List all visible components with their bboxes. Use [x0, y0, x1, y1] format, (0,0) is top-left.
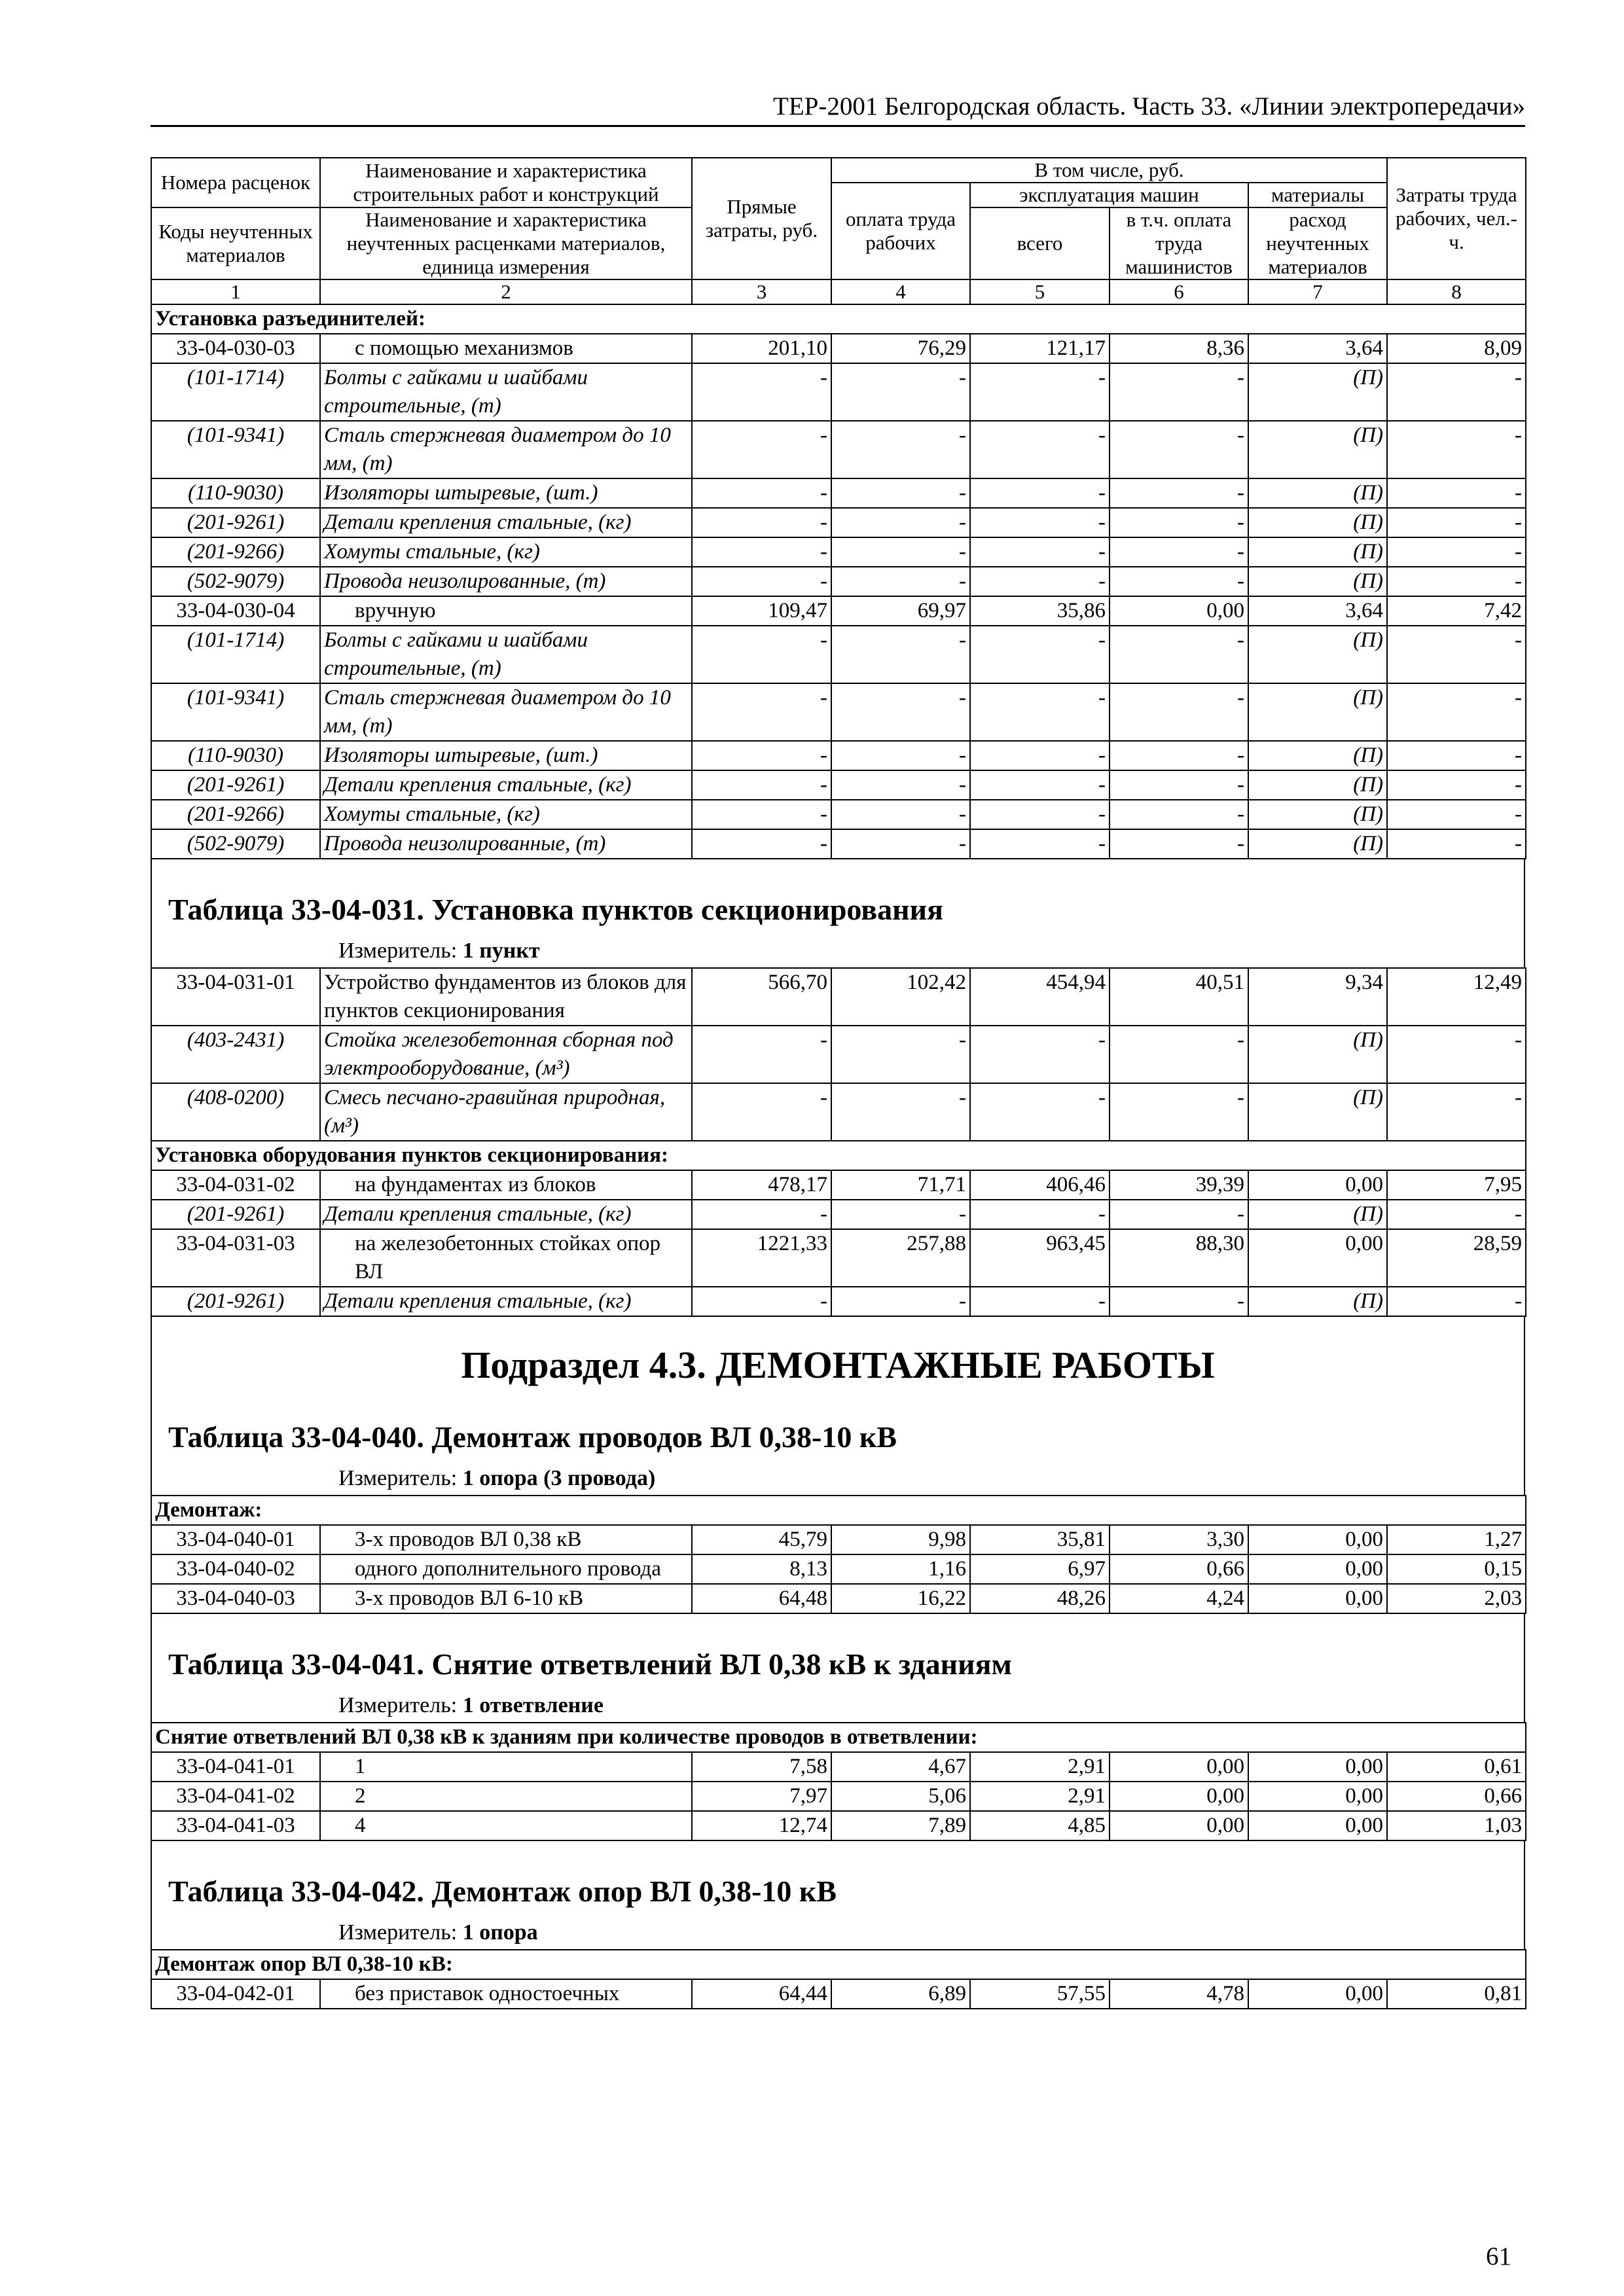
material-row: (201-9266) Хомуты стальные, (кг) - - - - (П) -	[151, 800, 1526, 829]
rows-041	[151, 1752, 1526, 1840]
material-row: (201-9261) Детали крепления стальные, (кг) - - - - (П) -	[151, 1200, 1526, 1229]
table-row: 33-04-042-01 без приставок одностоечных 64,44 6,89 57,55 4,78 0,00 0,81	[151, 1979, 1526, 2009]
header-unaccounted-materials: расход неучтенных материалов	[1248, 207, 1387, 279]
header-worker-pay: оплата труда рабочих	[831, 183, 970, 279]
table-title: Таблица 33-04-042. Демонтаж опор ВЛ 0,38-10 кВ	[168, 1874, 837, 1908]
material-row: (201-9261) Детали крепления стальные, (кг) - - - - (П) -	[151, 508, 1526, 537]
table-row: 33-04-031-03 на железобетонных стойках опор ВЛ 1221,33 257,88 963,45 88,30 0,00 28,59	[151, 1229, 1526, 1287]
subsection-heading-block	[151, 1317, 1525, 1495]
material-row: (408-0200) Смесь песчано-гравийная природная, (м³) - - - - (П) -	[151, 1083, 1526, 1141]
page-header: ТЕР-2001 Белгородская область. Часть 33. «Линии электропередачи»	[151, 92, 1525, 127]
header-rate-numbers: Номера расценок	[151, 158, 320, 207]
table-header	[151, 158, 1526, 304]
material-row: (101-1714) Болты с гайками и шайбами строительные, (т) - - - - (П) -	[151, 626, 1526, 683]
rates-table-031	[151, 967, 1526, 1317]
measure-unit: Измеритель: 1 пункт	[338, 939, 540, 963]
header-materials: материалы	[1248, 183, 1387, 207]
table-row: 33-04-031-02 на фундаментах из блоков 478,17 71,71 406,46 39,39 0,00 7,95	[151, 1170, 1526, 1200]
table-title: Таблица 33-04-041. Снятие ответвлений ВЛ 0,38 кВ к зданиям	[168, 1647, 1012, 1681]
material-row: (110-9030) Изоляторы штыревые, (шт.) - - - - (П) -	[151, 741, 1526, 770]
materials-030-04	[151, 626, 1526, 859]
measure-unit: Измеритель: 1 опора	[338, 1920, 538, 1945]
material-row: (101-1714) Болты с гайками и шайбами строительные, (т) - - - - (П) -	[151, 363, 1526, 421]
page-number: 61	[1486, 2242, 1511, 2270]
table-row: 33-04-030-03 с помощью механизмов 201,10 76,29 121,17 8,36 3,64 8,09	[151, 334, 1526, 363]
header-machines-total: всего	[970, 207, 1110, 279]
measure-unit: Измеритель: 1 ответвление	[338, 1693, 604, 1717]
column-numbers-row: 1 2 3 4 5 6 7 8	[151, 279, 1526, 304]
rates-table-041	[151, 1722, 1526, 1841]
header-labor: Затраты труда рабочих, чел.-ч.	[1387, 158, 1526, 279]
material-row: (101-9341) Сталь стержневая диаметром до 10 мм, (т) - - - - (П) -	[151, 421, 1526, 478]
material-row: (502-9079) Провода неизолированные, (т) - - - - (П) -	[151, 829, 1526, 859]
header-material-codes: Коды неучтенных материалов	[151, 207, 320, 279]
group-row: Установка оборудования пунктов секционирования:	[151, 1141, 1526, 1170]
header-material-names: Наименование и характеристика неучтенных расценками материалов, единица измерения	[320, 207, 692, 279]
table-row: 33-04-040-03 3-х проводов ВЛ 6-10 кВ 64,48 16,22 48,26 4,24 0,00 2,03	[151, 1584, 1526, 1613]
measure-unit: Измеритель: 1 опора (3 провода)	[338, 1466, 656, 1490]
table-031-heading	[151, 859, 1525, 967]
table-row: 33-04-041-02 2 7,97 5,06 2,91 0,00 0,00 0,66	[151, 1782, 1526, 1811]
table-041-heading	[151, 1614, 1525, 1722]
table-title: Таблица 33-04-031. Установка пунктов секционирования	[168, 893, 944, 926]
rates-table-042	[151, 1949, 1526, 2009]
material-row: (403-2431) Стойка железобетонная сборная под электрооборудование, (м³) - - - - (П) -	[151, 1026, 1526, 1083]
header-including: В том числе, руб.	[831, 158, 1387, 183]
material-row: (201-9266) Хомуты стальные, (кг) - - - - (П) -	[151, 537, 1526, 567]
table-row: 33-04-031-01 Устройство фундаментов из блоков для пунктов секционирования 566,70 102,42 454,94 40,51 9,34 12,49	[151, 968, 1526, 1026]
subsection-title: Подраздел 4.3. ДЕМОНТАЖНЫЕ РАБОТЫ	[461, 1344, 1215, 1386]
table-row: 33-04-030-04 вручную 109,47 69,97 35,86 0,00 3,64 7,42	[151, 596, 1526, 626]
table-title: Таблица 33-04-040. Демонтаж проводов ВЛ 0,38-10 кВ	[168, 1420, 897, 1454]
material-row: (502-9079) Провода неизолированные, (т) - - - - (П) -	[151, 567, 1526, 596]
header-direct-costs: Прямые затраты, руб.	[692, 158, 831, 279]
material-row: (101-9341) Сталь стержневая диаметром до 10 мм, (т) - - - - (П) -	[151, 683, 1526, 741]
group-row: Демонтаж опор ВЛ 0,38-10 кВ:	[151, 1950, 1526, 1979]
header-machines: эксплуатация машин	[970, 183, 1248, 207]
table-row: 33-04-041-01 1 7,58 4,67 2,91 0,00 0,00 0,61	[151, 1752, 1526, 1782]
rows-042	[151, 1979, 1526, 2009]
rate-block-030-04	[151, 596, 1526, 626]
table-042-heading	[151, 1841, 1525, 1949]
document-body	[151, 157, 1525, 2009]
table-row: 33-04-041-03 4 12,74 7,89 4,85 0,00 0,00 1,03	[151, 1811, 1526, 1840]
rates-table-030	[151, 157, 1526, 859]
rate-block-030-03	[151, 334, 1526, 363]
group-row: Снятие ответвлений ВЛ 0,38 кВ к зданиям при количестве проводов в ответвлении:	[151, 1723, 1526, 1752]
table-row: 33-04-040-01 3-х проводов ВЛ 0,38 кВ 45,79 9,98 35,81 3,30 0,00 1,27	[151, 1525, 1526, 1554]
material-row: (201-9261) Детали крепления стальные, (кг) - - - - (П) -	[151, 1287, 1526, 1316]
group-row: Демонтаж:	[151, 1496, 1526, 1525]
group-row: Установка разъединителей:	[151, 304, 1526, 334]
table-row: 33-04-040-02 одного дополнительного провода 8,13 1,16 6,97 0,66 0,00 0,15	[151, 1554, 1526, 1584]
header-machinist-pay: в т.ч. оплата труда машинистов	[1110, 207, 1248, 279]
header-work-name: Наименование и характеристика строительных работ и конструкций	[320, 158, 692, 207]
material-row: (201-9261) Детали крепления стальные, (кг) - - - - (П) -	[151, 770, 1526, 800]
rates-table-040	[151, 1495, 1526, 1614]
materials-030-03	[151, 363, 1526, 596]
material-row: (110-9030) Изоляторы штыревые, (шт.) - - - - (П) -	[151, 478, 1526, 508]
rows-040	[151, 1525, 1526, 1613]
